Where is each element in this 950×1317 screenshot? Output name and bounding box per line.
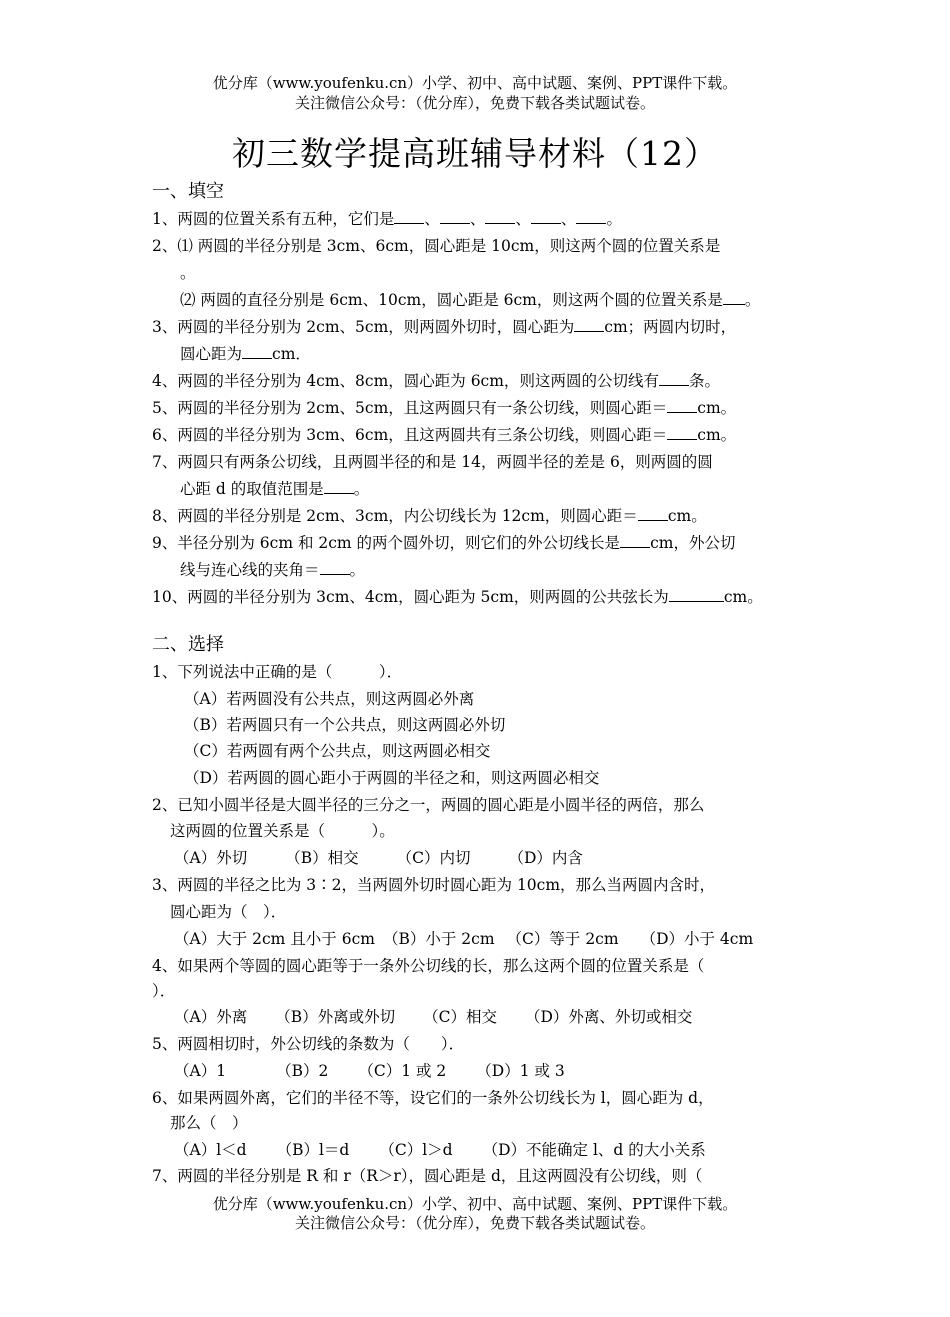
s2-q6-option-a: （A）l＜d [174, 1141, 247, 1159]
s1-q9-line1: 9、半径分别为 6cm 和 2cm 的两个圆外切，则它们的外公切线长是 cm，外公切 [152, 534, 736, 552]
s1-q5: 5、两圆的半径分别为 2cm、5cm，且这两圆只有一条公切线，则圆心距＝ cm。 [152, 399, 737, 417]
s2-q4-option-b: （B）外离或外切 [275, 1008, 396, 1026]
s1-q3-line2: 圆心距为 cm． [180, 345, 311, 363]
s2-q6-stem-1: 6、如果两圆外离，它们的半径不等，设它们的一条外公切线长为 l，圆心距为 d， [152, 1089, 714, 1107]
s2-q6-option-c: （C）l＞d [379, 1141, 453, 1159]
s2-q4-stem-2: ）． [152, 982, 176, 1000]
s2-q4-option-a: （A）外离 [174, 1008, 248, 1026]
s1-q2-part2: ⑵ 两圆的直径分别是 6cm、10cm，圆心距是 6cm，则这两个圆的位置关系是 。 [180, 291, 761, 309]
s2-q2-option-a: （A）外切 [174, 849, 248, 867]
s1-q2-part1: 2、⑴ 两圆的半径分别是 3cm、6cm，圆心距是 10cm，则这两个圆的位置关系是 [152, 237, 721, 255]
s2-q4-option-d: （D）外离、外切或相交 [524, 1008, 693, 1026]
section2-heading: 二、选择 [152, 634, 224, 655]
s1-q9-line2: 线与连心线的夹角＝ 。 [180, 561, 366, 579]
s2-q6-option-d: （D）不能确定 l、d 的大小关系 [482, 1141, 706, 1159]
s2-q3-stem-1: 3、两圆的半径之比为 3∶2，当两圆外切时圆心距为 10cm，那么当两圆内含时， [152, 876, 716, 894]
s2-q5-option-c: （C）1 或 2 [358, 1062, 447, 1080]
s2-q2-stem-2: 这两圆的位置关系是（ ）。 [170, 822, 395, 840]
s2-q7-stem-1: 7、两圆的半径分别是 R 和 r（R＞r），圆心距是 d，且这两圆没有公切线，则（ [152, 1167, 703, 1185]
s1-q3-line1: 3、两圆的半径分别为 2cm、5cm，则两圆外切时，圆心距为 cm；两圆内切时， [152, 318, 737, 336]
s1-q6: 6、两圆的半径分别为 3cm、6cm，且这两圆共有三条公切线，则圆心距＝ cm。 [152, 426, 737, 444]
s2-q1-stem: 1、下列说法中正确的是（ ）． [152, 663, 403, 681]
s2-q5-option-a: （A）1 [174, 1062, 227, 1080]
s1-q7-line1: 7、两圆只有两条公切线，且两圆半径的和是 14，两圆半径的差是 6，则两圆的圆 [152, 453, 713, 471]
s2-q4-options [174, 1006, 692, 1028]
s2-q2-option-d: （D）内含 [508, 849, 583, 867]
section1-heading: 一、填空 [152, 181, 224, 202]
s1-q8: 8、两圆的半径分别是 2cm、3cm，内公切线长为 12cm，则圆心距＝ cm。 [152, 507, 707, 525]
s2-q1-option-d: （D）若两圆的圆心距小于两圆的半径之和，则这两圆必相交 [184, 769, 600, 787]
header-line-1: 优分库（www.youfenku.cn）小学、初中、高中试题、案例、PPT课件下载。 [212, 74, 738, 92]
page-title: 初三数学提高班辅导材料（12） [232, 134, 718, 173]
s2-q2-option-b: （B）相交 [285, 849, 359, 867]
s2-q6-options [174, 1139, 706, 1161]
s2-q4-option-c: （C）相交 [423, 1008, 497, 1026]
s2-q5-option-d: （D）1 或 3 [476, 1062, 565, 1080]
s1-q4: 4、两圆的半径分别为 4cm、8cm，圆心距为 6cm，则这两圆的公切线有 条。 [152, 372, 720, 390]
s1-q1: 1、两圆的位置关系有五种，它们是 、 、 、 、 。 [152, 210, 622, 228]
s2-q5-stem: 5、两圆相切时，外公切线的条数为（ ）． [152, 1035, 465, 1053]
s2-q2-option-c: （C）内切 [396, 849, 471, 867]
footer-line-2: 关注微信公众号：（优分库），免费下载各类试题试卷。 [294, 1214, 655, 1232]
s2-q3-option-b: （B）小于 2cm [382, 930, 495, 948]
s2-q5-option-b: （B）2 [276, 1062, 329, 1080]
s2-q2-stem-1: 2、已知小圆半径是大圆半径的三分之一，两圆的圆心距是小圆半径的两倍，那么 [152, 796, 705, 814]
s2-q2-options [174, 847, 583, 869]
s1-q2-part1-end: 。 [180, 264, 196, 282]
s2-q1-option-b: （B）若两圆只有一个公共点，则这两圆必外切 [184, 716, 506, 734]
s2-q6-stem-2: 那么（ ） [170, 1114, 248, 1132]
s2-q4-stem-1: 4、如果两个等圆的圆心距等于一条外公切线的长，那么这两个圆的位置关系是（ [152, 957, 705, 975]
s2-q5-options [174, 1060, 565, 1082]
s2-q6-option-b: （B）l＝d [276, 1141, 350, 1159]
s2-q3-option-c: （C）等于 2cm [506, 930, 619, 948]
s2-q3-stem-2: 圆心距为（ ）． [170, 903, 287, 921]
s2-q3-option-d: （D）小于 4cm [640, 930, 754, 948]
s1-q10: 10、两圆的半径分别为 3cm、4cm，圆心距为 5cm，则两圆的公共弦长为 cm。 [152, 588, 763, 606]
s1-q7-line2: 心距 d 的取值范围是 。 [180, 480, 370, 498]
s2-q1-option-c: （C）若两圆有两个公共点，则这两圆必相交 [184, 742, 491, 760]
s2-q3-option-a: （A）大于 2cm 且小于 6cm [174, 930, 375, 948]
header-line-2: 关注微信公众号：（优分库），免费下载各类试题试卷。 [294, 94, 655, 112]
s2-q3-options [174, 928, 753, 950]
s2-q1-option-a: （A）若两圆没有公共点，则这两圆必外离 [184, 690, 475, 708]
footer-line-1: 优分库（www.youfenku.cn）小学、初中、高中试题、案例、PPT课件下载。 [212, 1195, 738, 1213]
